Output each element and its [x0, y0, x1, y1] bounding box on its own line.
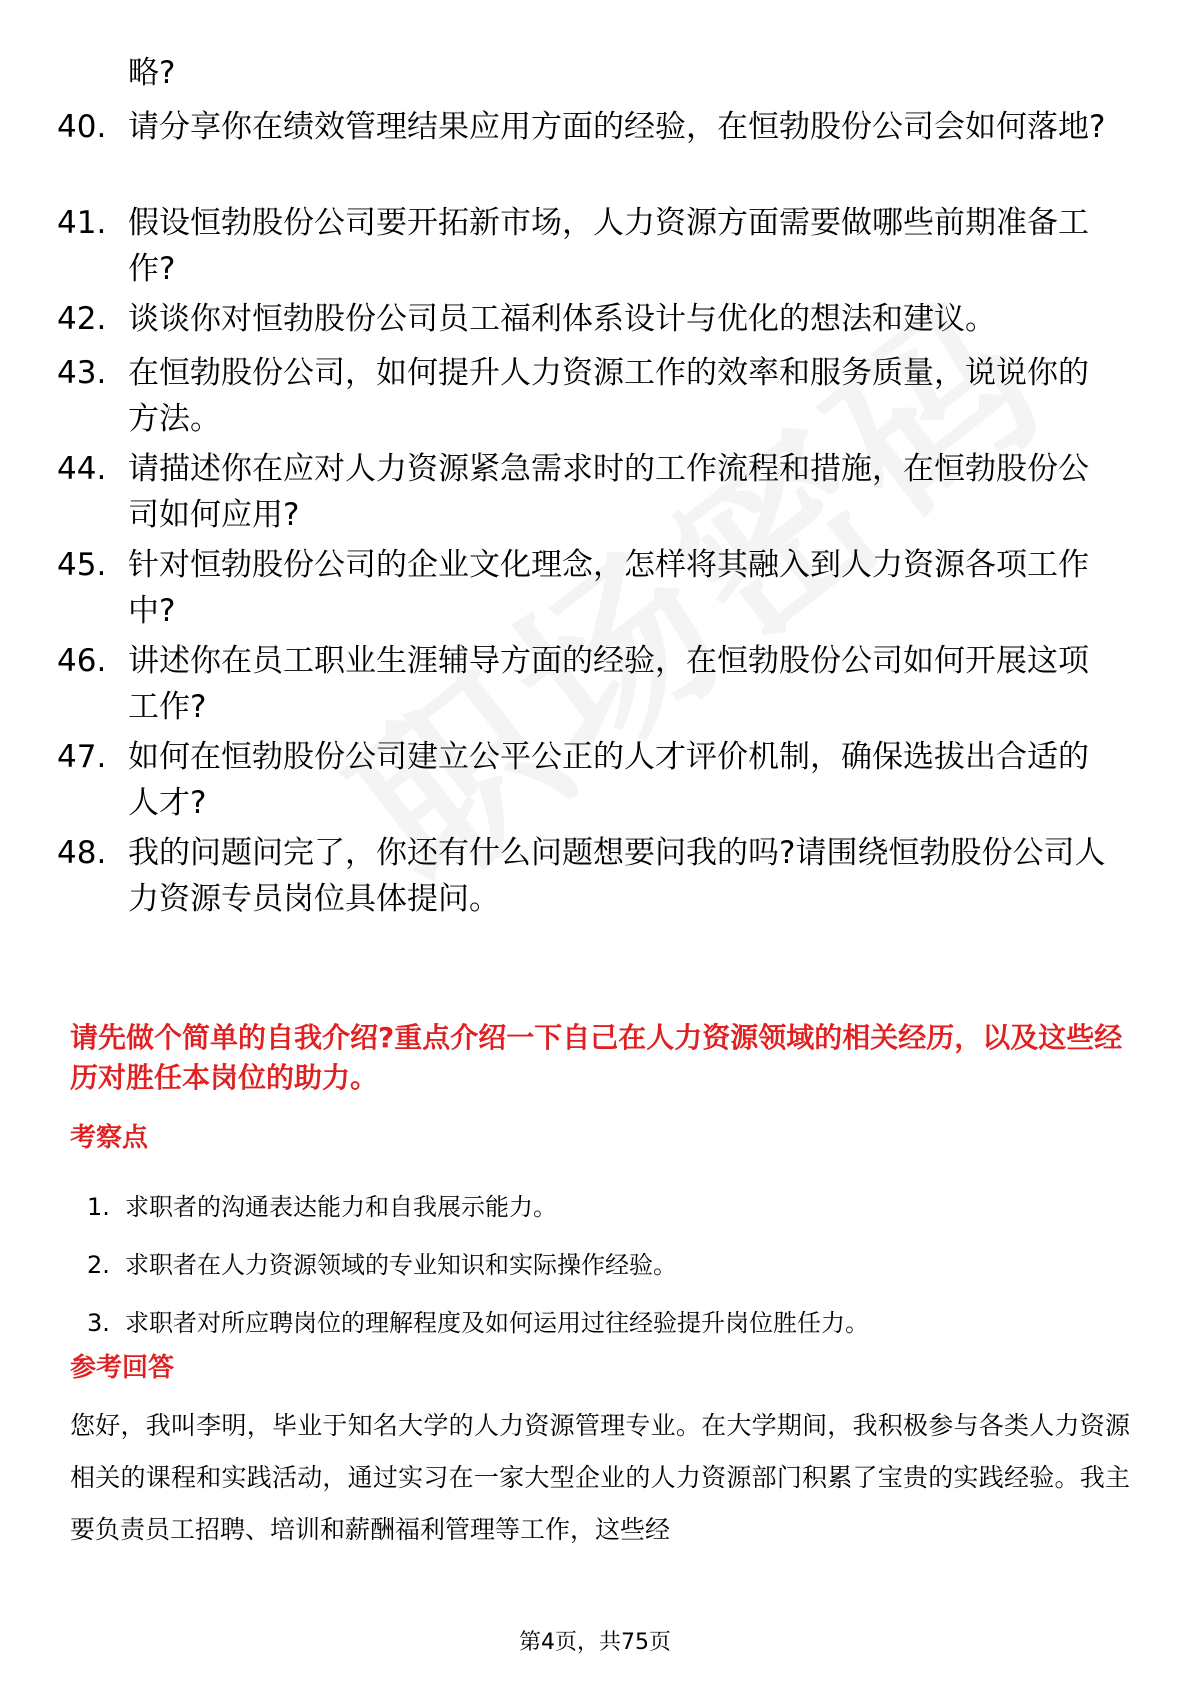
point-number: 3.	[87, 1309, 110, 1337]
point-text: 求职者在人力资源领域的专业知识和实际操作经验。	[125, 1251, 677, 1279]
point-number: 1.	[87, 1193, 110, 1221]
question-number: 43.	[57, 355, 107, 391]
question-text: 讲述你在员工职业生涯辅导方面的经验，在恒勃股份公司如何开展这项工作?	[128, 643, 1089, 725]
question-text: 请描述你在应对人力资源紧急需求时的工作流程和措施，在恒勃股份公司如何应用?	[128, 451, 1089, 533]
question-text: 谈谈你对恒勃股份公司员工福利体系设计与优化的想法和建议。	[128, 301, 996, 337]
question-number: 42.	[57, 301, 107, 337]
point-number: 2.	[87, 1251, 110, 1279]
points-title: 考察点	[70, 1123, 149, 1153]
interview-question: 请先做个简单的自我介绍?重点介绍一下自己在人力资源领域的相关经历，以及这些经历对胜任本岗位的助力。	[70, 1021, 1123, 1094]
question-number: 45.	[57, 547, 107, 583]
question-text: 如何在恒勃股份公司建立公平公正的人才评价机制，确保选拔出合适的人才?	[128, 739, 1089, 821]
question-text: 我的问题问完了，你还有什么问题想要问我的吗?请围绕恒勃股份公司人力资源专员岗位具体提问。	[128, 835, 1106, 917]
question-text: 在恒勃股份公司，如何提升人力资源工作的效率和服务质量，说说你的方法。	[128, 355, 1089, 437]
page-footer: 第4页，共75页	[519, 1630, 671, 1655]
question-text: 请分享你在绩效管理结果应用方面的经验，在恒勃股份公司会如何落地?	[128, 109, 1106, 145]
point-text: 求职者的沟通表达能力和自我展示能力。	[125, 1193, 557, 1221]
point-text: 求职者对所应聘岗位的理解程度及如何运用过往经验提升岗位胜任力。	[125, 1309, 869, 1337]
question-number: 44.	[57, 451, 107, 487]
question-number: 40.	[57, 109, 107, 145]
answer-title: 参考回答	[70, 1353, 175, 1383]
question-number: 48.	[57, 835, 107, 871]
question-number: 47.	[57, 739, 107, 775]
question-text: 假设恒勃股份公司要开拓新市场，人力资源方面需要做哪些前期准备工作?	[128, 205, 1089, 287]
question-number: 46.	[57, 643, 107, 679]
question-text: 针对恒勃股份公司的企业文化理念，怎样将其融入到人力资源各项工作中?	[128, 547, 1089, 629]
question-number: 41.	[57, 205, 107, 241]
question-continuation: 略?	[128, 55, 176, 91]
reference-answer: 您好，我叫李明，毕业于知名大学的人力资源管理专业。在大学期间，我积极参与各类人力资源相关的课程和实践活动，通过实习在一家大型企业的人力资源部门积累了宝贵的实践经验。我主要负责员工招聘、培训和薪酬福利管理等工作，这些经	[70, 1411, 1130, 1544]
